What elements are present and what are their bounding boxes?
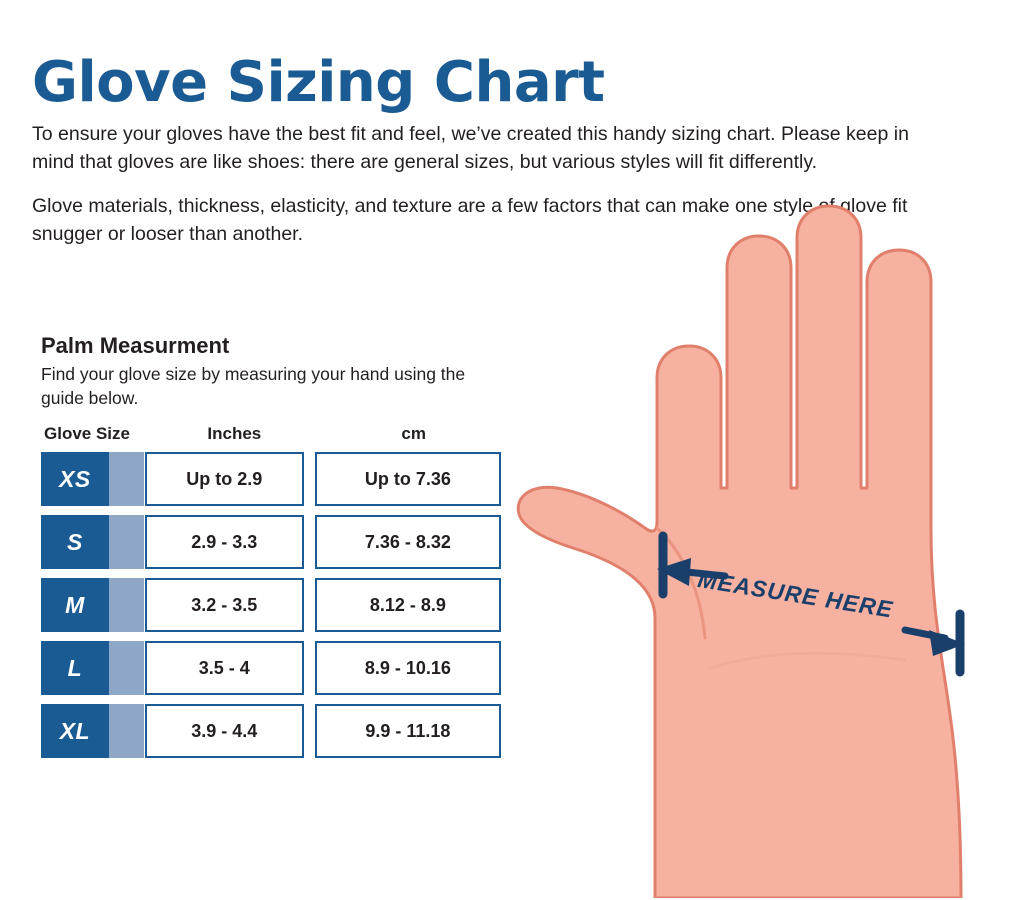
size-badge: L (41, 641, 109, 695)
table-row (41, 704, 501, 758)
size-tab-accent (109, 578, 144, 632)
palm-measurement-heading: Palm Measurment (41, 333, 230, 358)
cell-inches: Up to 2.9 (145, 452, 304, 506)
palm-measurement-subtext: Find your glove size by measuring your hand using the guide below. (41, 364, 466, 409)
size-tab-accent (109, 452, 144, 506)
cell-cm: 9.9 - 11.18 (315, 704, 501, 758)
hand-illustration (505, 198, 1010, 898)
sizing-table (41, 424, 501, 767)
intro-paragraph-1: To ensure your gloves have the best fit and feel, we’ve created this handy sizing chart. Please keep in mind that gloves are like shoes: there are general sizes, but various styles will fit differently. (32, 122, 909, 173)
hand-palm-shape (518, 206, 961, 898)
table-row (41, 515, 501, 569)
size-badge: XL (41, 704, 109, 758)
cell-cm: 7.36 - 8.32 (315, 515, 501, 569)
column-header-inches: Inches (207, 424, 262, 443)
cell-cm: Up to 7.36 (315, 452, 501, 506)
table-row (41, 578, 501, 632)
measure-here-label: MEASURE HERE (695, 566, 895, 623)
cell-cm: 8.12 - 8.9 (315, 578, 501, 632)
size-tab-accent (109, 515, 144, 569)
cell-inches: 3.9 - 4.4 (145, 704, 304, 758)
cell-inches: 2.9 - 3.3 (145, 515, 304, 569)
column-header-cm: cm (401, 424, 426, 443)
cell-inches: 3.2 - 3.5 (145, 578, 304, 632)
cell-inches: 3.5 - 4 (145, 641, 304, 695)
size-badge: XS (41, 452, 109, 506)
size-badge: S (41, 515, 109, 569)
column-header-glove-size: Glove Size (44, 424, 130, 443)
page-title: Glove Sizing Chart (32, 49, 605, 115)
table-row (41, 452, 501, 506)
intro-paragraph-2: Glove materials, thickness, elasticity, and texture are a few factors that can make one style of glove fit snugger or looser than another. (32, 194, 908, 245)
size-tab-accent (109, 641, 144, 695)
size-badge: M (41, 578, 109, 632)
cell-cm: 8.9 - 10.16 (315, 641, 501, 695)
size-tab-accent (109, 704, 144, 758)
table-row (41, 641, 501, 695)
table-header-row (41, 424, 501, 452)
